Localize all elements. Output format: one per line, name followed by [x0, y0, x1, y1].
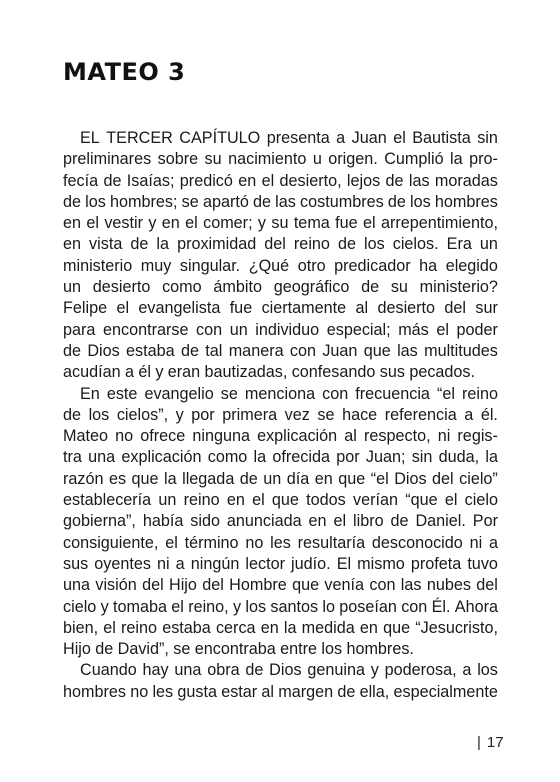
- body-text: [63, 128, 498, 703]
- text-line: bien, el reino estaba cerca en la medida en que “Jesucristo,: [63, 618, 498, 637]
- page-number: 17: [486, 734, 504, 751]
- text-line: tra una explicación como la ofrecida por Juan; sin duda, la: [63, 448, 498, 467]
- text-line: establecería un reino en el que todos verían “que el cielo: [63, 491, 498, 510]
- text-line: Cuando hay una obra de Dios genuina y poderosa, a los: [80, 661, 498, 680]
- text-line: En este evangelio se menciona con frecuencia “el reino: [80, 384, 498, 403]
- text-line: EL TERCER CAPÍTULO presenta a Juan el Bautista sin: [80, 129, 498, 147]
- text-line: una visión del Hijo del Hombre que venía con las nubes del: [63, 576, 498, 595]
- page-number-separator: |: [477, 734, 481, 751]
- text-line: de los hombres; se apartó de las costumbres de los hombres: [63, 192, 498, 211]
- text-line: cielo y tomaba el reino, y los santos lo poseían con Él. Ahora: [63, 597, 498, 616]
- text-line: fecía de Isaías; predicó en el desierto, lejos de las moradas: [63, 171, 498, 190]
- text-line: Hijo de David”, se encontraba entre los hombres.: [63, 640, 414, 659]
- text-line: Mateo no ofrece ninguna explicación al respecto, ni regis-: [63, 427, 498, 446]
- page-footer: [477, 734, 504, 751]
- chapter-title: MATEO 3: [63, 58, 186, 86]
- text-line: razón es que la llegada de un día en que “el Dios del cielo”: [63, 469, 498, 488]
- text-line: en el vestir y en el comer; y su tema fue el arrepentimiento,: [63, 214, 498, 233]
- text-line: para encontrarse con un individuo especial; más el poder: [63, 320, 498, 339]
- text-line: sus oyentes ni a ningún lector judío. El mismo profeta tuvo: [63, 554, 498, 573]
- text-line: de Dios estaba de tal manera con Juan que las multitudes: [63, 341, 498, 360]
- text-line: de los cielos”, y por primera vez se hace referencia a él.: [63, 405, 498, 424]
- text-line: preliminares sobre su nacimiento u origen. Cumplió la pro-: [63, 150, 498, 169]
- text-line: ministerio muy singular. ¿Qué otro predicador ha elegido: [63, 256, 498, 275]
- text-line: un desierto como ámbito geográfico de su ministerio?: [63, 278, 498, 297]
- text-line: en vista de la proximidad del reino de los cielos. Era un: [63, 235, 498, 254]
- text-line: Felipe el evangelista fue ciertamente al desierto del sur: [63, 299, 498, 318]
- text-line: hombres no les gusta estar al margen de ella, especialmente: [63, 682, 498, 701]
- text-line: gobierna”, había sido anunciada en el libro de Daniel. Por: [63, 512, 498, 531]
- text-line: acudían a él y eran bautizadas, confesando sus pecados.: [63, 363, 476, 382]
- text-line: consiguiente, el término no les resultaría desconocido ni a: [63, 533, 498, 552]
